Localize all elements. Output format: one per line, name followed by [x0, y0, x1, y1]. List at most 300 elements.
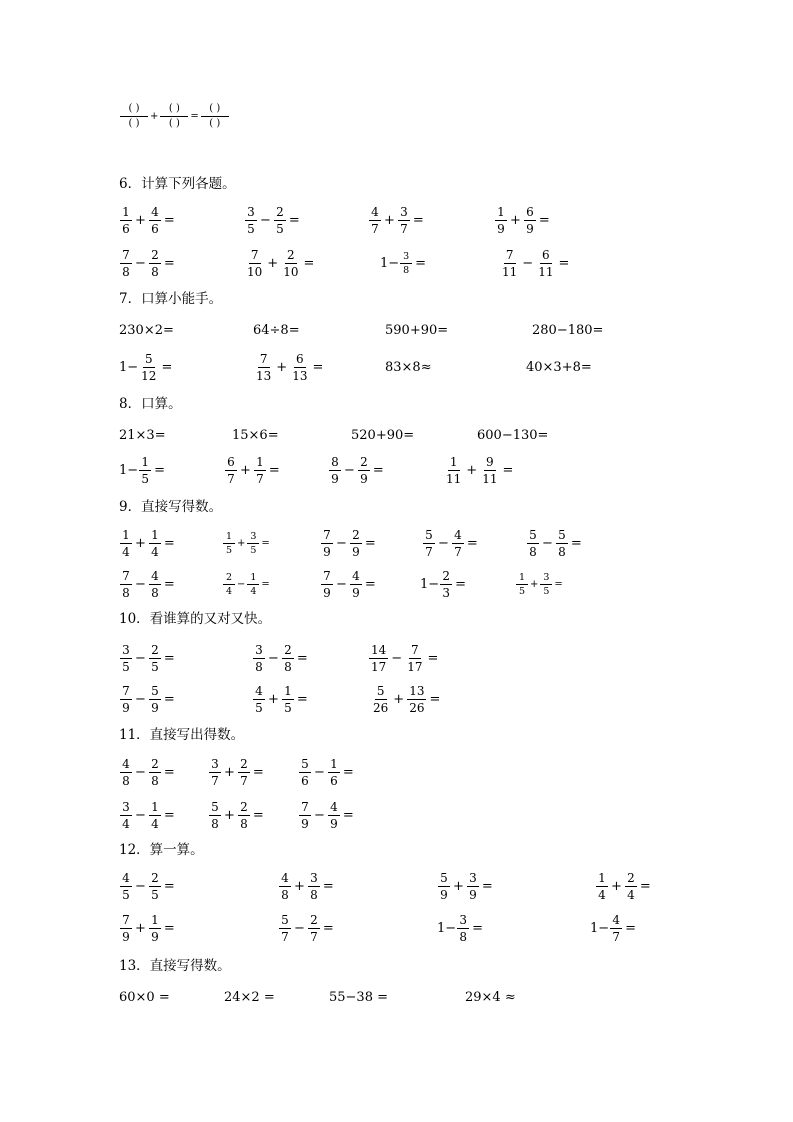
- denominator: 11: [538, 264, 554, 279]
- fraction: [149, 569, 161, 600]
- expression-text: 1−: [420, 576, 440, 592]
- math-problem: [119, 977, 170, 1017]
- fraction: [457, 913, 469, 944]
- operator: =: [163, 878, 175, 894]
- numerator: 3: [247, 531, 259, 544]
- denominator: 6: [122, 221, 130, 236]
- problem-row: [0, 564, 793, 604]
- operator: =: [342, 764, 354, 780]
- operator: −: [135, 807, 146, 823]
- operator: +: [276, 359, 288, 375]
- operator: −: [522, 255, 534, 271]
- fraction: [139, 352, 158, 383]
- numerator: 6: [294, 352, 306, 368]
- denominator: 5: [255, 700, 263, 715]
- numerator: 1: [448, 455, 460, 471]
- fraction: [350, 569, 362, 600]
- equals-sign: =: [190, 110, 199, 122]
- fraction: [423, 528, 435, 559]
- numerator: 1: [282, 684, 294, 700]
- denominator: 8: [151, 585, 159, 600]
- math-problem: [370, 679, 442, 719]
- fraction: [407, 684, 426, 715]
- denominator: 7: [612, 929, 620, 944]
- denominator: 4: [151, 544, 159, 559]
- fraction: [120, 248, 132, 279]
- math-problem: [119, 523, 177, 563]
- numerator: 2: [285, 248, 297, 264]
- math-problem: [119, 347, 174, 387]
- operator: −: [542, 535, 553, 551]
- operator: =: [261, 578, 270, 590]
- plus-sign: +: [150, 110, 159, 122]
- math-problem: [119, 564, 177, 604]
- denominator: 3: [442, 585, 450, 600]
- fraction: [223, 531, 235, 556]
- fraction: [238, 800, 250, 831]
- operator: +: [135, 212, 146, 228]
- operator: =: [502, 462, 514, 478]
- numerator: 7: [409, 643, 421, 659]
- numerator: 2: [358, 455, 370, 471]
- blank-fraction-equation: [119, 96, 230, 136]
- math-problem: [224, 977, 275, 1017]
- blank-fraction: [201, 103, 229, 130]
- denominator: 9: [440, 887, 448, 902]
- expression-text: 230×2=: [119, 322, 174, 338]
- denominator: 5: [122, 887, 130, 902]
- math-problem: [595, 866, 653, 906]
- math-problem: [385, 347, 432, 387]
- fraction: [495, 205, 507, 236]
- operator: =: [163, 807, 175, 823]
- math-problem: [320, 523, 378, 563]
- operator: −: [314, 807, 325, 823]
- denominator: 4: [122, 544, 130, 559]
- operator: +: [135, 535, 146, 551]
- math-problem: [499, 243, 571, 283]
- numerator: 6: [524, 205, 536, 221]
- denominator: 9: [360, 471, 368, 486]
- math-problem: [526, 347, 592, 387]
- operator: +: [240, 462, 251, 478]
- math-problem: [244, 200, 302, 240]
- fraction: [209, 757, 221, 788]
- operator: −: [344, 462, 355, 478]
- denominator: 5: [276, 221, 284, 236]
- numerator: 3: [308, 871, 320, 887]
- operator: =: [154, 462, 166, 478]
- math-problem: [253, 347, 325, 387]
- operator: =: [364, 576, 376, 592]
- fraction: [254, 455, 266, 486]
- numerator: 2: [308, 913, 320, 929]
- operator: =: [570, 535, 582, 551]
- denominator: 11: [482, 471, 498, 486]
- fraction: [282, 643, 294, 674]
- expression-text: 1−: [119, 359, 139, 375]
- denominator: 8: [122, 585, 130, 600]
- math-problem: [494, 200, 552, 240]
- operator: =: [252, 807, 264, 823]
- numerator: 1: [120, 205, 132, 221]
- operator: =: [163, 691, 175, 707]
- math-problem: [420, 564, 468, 604]
- math-problem: [526, 523, 584, 563]
- numerator: 5: [279, 913, 291, 929]
- math-problem: [298, 752, 356, 792]
- numerator: 4: [279, 871, 291, 887]
- operator: =: [554, 578, 563, 590]
- denominator: 8: [284, 659, 292, 674]
- fraction: [290, 352, 309, 383]
- fraction: [371, 684, 390, 715]
- math-problem: [329, 977, 388, 1017]
- denominator: 5: [225, 544, 233, 556]
- math-problem: [119, 795, 177, 835]
- denominator: 7: [400, 221, 408, 236]
- expression-text: 24×2 =: [224, 989, 275, 1005]
- denominator: 5: [151, 887, 159, 902]
- denominator: 5: [543, 585, 550, 597]
- fraction: [329, 455, 341, 486]
- expression-text: 83×8≈: [385, 359, 432, 375]
- fraction: [321, 569, 333, 600]
- denominator: 9: [301, 816, 309, 831]
- expression-text: 1−: [437, 920, 457, 936]
- math-problem: [328, 450, 386, 490]
- operator: =: [163, 764, 175, 780]
- problem-row: [0, 977, 793, 1017]
- fraction: [524, 205, 536, 236]
- denominator: 6: [330, 773, 338, 788]
- fraction: [139, 455, 151, 486]
- operator: =: [161, 359, 173, 375]
- operator: =: [429, 691, 441, 707]
- fraction: [149, 684, 161, 715]
- operator: +: [268, 691, 279, 707]
- denominator: 4: [122, 816, 130, 831]
- expression-text: 280−180=: [532, 322, 604, 338]
- fraction: [245, 205, 257, 236]
- operator: −: [135, 255, 146, 271]
- denominator: 5: [122, 659, 130, 674]
- fraction: [350, 528, 362, 559]
- math-problem: [222, 523, 271, 563]
- numerator: 6: [540, 248, 552, 264]
- denominator: 7: [240, 773, 248, 788]
- fraction: [120, 205, 132, 236]
- numerator: 1: [254, 455, 266, 471]
- denominator: 5: [247, 221, 255, 236]
- numerator: 5: [209, 800, 221, 816]
- operator: =: [342, 807, 354, 823]
- fraction: [149, 528, 161, 559]
- numerator: 4: [369, 205, 381, 221]
- fraction: [253, 643, 265, 674]
- math-problem: [252, 638, 310, 678]
- numerator: 2: [149, 248, 161, 264]
- fraction: [238, 757, 250, 788]
- math-problem: [119, 415, 166, 455]
- denominator: 8: [558, 544, 566, 559]
- numerator: 9: [484, 455, 496, 471]
- denominator: 5: [151, 659, 159, 674]
- numerator: 2: [274, 205, 286, 221]
- math-problem: [232, 415, 279, 455]
- numerator: 3: [253, 643, 265, 659]
- denominator: 13: [256, 368, 272, 383]
- denominator: 7: [371, 221, 379, 236]
- denominator: 4: [151, 816, 159, 831]
- numerator: 3: [457, 913, 469, 929]
- math-problem: [477, 415, 548, 455]
- numerator: 2: [440, 569, 452, 585]
- blank-denominator[interactable]: ( ): [209, 117, 221, 129]
- denominator: 5: [250, 544, 257, 556]
- fraction: [321, 528, 333, 559]
- fraction: [149, 800, 161, 831]
- denominator: 8: [240, 816, 248, 831]
- operator: =: [472, 920, 484, 936]
- operator: +: [393, 691, 405, 707]
- operator: =: [538, 212, 550, 228]
- blank-numerator[interactable]: ( ): [120, 103, 148, 117]
- denominator: 8: [459, 929, 467, 944]
- fraction: [480, 455, 499, 486]
- section-heading: 10．看谁算的又对又快。: [119, 611, 272, 627]
- math-problem: [119, 243, 177, 283]
- numerator: 7: [504, 248, 516, 264]
- operator: =: [296, 691, 308, 707]
- expression-text: 590+90=: [385, 322, 449, 338]
- operator: −: [438, 535, 449, 551]
- fraction: [253, 684, 265, 715]
- expression-text: 600−130=: [477, 427, 549, 443]
- numerator: 4: [120, 871, 132, 887]
- fraction: [308, 913, 320, 944]
- fraction: [536, 248, 555, 279]
- numerator: 3: [120, 643, 132, 659]
- operator: =: [163, 212, 175, 228]
- denominator: 5: [141, 471, 149, 486]
- denominator: 9: [323, 544, 331, 559]
- math-problem: [278, 866, 336, 906]
- numerator: 7: [120, 248, 132, 264]
- math-problem: [208, 795, 266, 835]
- numerator: 4: [350, 569, 362, 585]
- operator: =: [639, 878, 651, 894]
- fraction: [516, 572, 528, 597]
- denominator: 26: [373, 700, 389, 715]
- blank-denominator[interactable]: ( ): [168, 117, 180, 129]
- math-problem: [368, 200, 426, 240]
- fraction: [120, 913, 132, 944]
- fraction: [274, 205, 286, 236]
- numerator: 5: [375, 684, 387, 700]
- numerator: 4: [149, 569, 161, 585]
- fraction: [444, 455, 463, 486]
- fraction: [247, 531, 259, 556]
- denominator: 7: [425, 544, 433, 559]
- expression-text: 55−38 =: [329, 989, 389, 1005]
- numerator: 5: [423, 528, 435, 544]
- blank-denominator[interactable]: ( ): [128, 117, 140, 129]
- denominator: 8: [310, 887, 318, 902]
- numerator: 1: [120, 528, 132, 544]
- problem-row: [0, 752, 793, 792]
- numerator: 3: [120, 800, 132, 816]
- blank-fraction: [160, 103, 188, 130]
- fraction: [527, 528, 539, 559]
- operator: =: [481, 878, 493, 894]
- denominator: 8: [211, 816, 219, 831]
- denominator: 7: [211, 773, 219, 788]
- numerator: 2: [282, 643, 294, 659]
- numerator: 4: [253, 684, 265, 700]
- denominator: 7: [310, 929, 318, 944]
- denominator: 6: [151, 221, 159, 236]
- problem-row: [0, 523, 793, 563]
- operator: +: [466, 462, 478, 478]
- denominator: 8: [529, 544, 537, 559]
- denominator: 8: [122, 264, 130, 279]
- numerator: 1: [139, 455, 151, 471]
- operator: =: [163, 255, 175, 271]
- numerator: 1: [596, 871, 608, 887]
- section-heading: 8．口算。: [119, 396, 182, 412]
- numerator: 5: [438, 871, 450, 887]
- problem-row: [0, 347, 793, 387]
- fraction: [120, 684, 132, 715]
- denominator: 8: [122, 773, 130, 788]
- denominator: 12: [141, 368, 157, 383]
- numerator: 7: [120, 569, 132, 585]
- numerator: 2: [350, 528, 362, 544]
- fraction: [282, 684, 294, 715]
- operator: +: [237, 537, 246, 549]
- operator: =: [455, 576, 467, 592]
- expression-text: 15×6=: [232, 427, 279, 443]
- denominator: 8: [151, 264, 159, 279]
- problem-row: [0, 415, 793, 455]
- numerator: 6: [225, 455, 237, 471]
- math-problem: [515, 564, 564, 604]
- fraction: [279, 871, 291, 902]
- fraction: [625, 871, 637, 902]
- numerator: 13: [409, 683, 425, 698]
- math-problem: [380, 243, 428, 283]
- operator: =: [261, 537, 270, 549]
- expression-text: 64÷8=: [253, 322, 300, 338]
- denominator: 7: [454, 544, 462, 559]
- numerator: 2: [149, 871, 161, 887]
- fraction: [247, 572, 259, 597]
- denominator: 26: [409, 700, 425, 715]
- numerator: 1: [328, 757, 340, 773]
- numerator: 7: [258, 352, 270, 368]
- denominator: 9: [526, 221, 534, 236]
- operator: −: [237, 578, 246, 590]
- denominator: 17: [407, 659, 423, 674]
- numerator: 5: [556, 528, 568, 544]
- expression-text: 21×3=: [119, 427, 166, 443]
- denominator: 4: [225, 585, 233, 597]
- denominator: 5: [518, 585, 526, 597]
- numerator: 4: [149, 205, 161, 221]
- fraction: [120, 800, 132, 831]
- problem-row: [0, 679, 793, 719]
- numerator: 7: [120, 684, 132, 700]
- operator: =: [163, 576, 175, 592]
- operator: =: [163, 920, 175, 936]
- math-problem: [443, 450, 515, 490]
- problem-row: [0, 866, 793, 906]
- numerator: 7: [299, 800, 311, 816]
- expression-text: 1−: [590, 920, 610, 936]
- operator: =: [322, 920, 334, 936]
- numerator: 2: [149, 643, 161, 659]
- denominator: 9: [122, 700, 130, 715]
- math-problem: [119, 908, 177, 948]
- operator: =: [252, 764, 264, 780]
- problem-row: [0, 200, 793, 240]
- expression-text: 1−: [119, 462, 139, 478]
- blank-numerator[interactable]: ( ): [201, 103, 229, 117]
- math-problem: [465, 977, 516, 1017]
- numerator: 5: [527, 528, 539, 544]
- numerator: 3: [467, 871, 479, 887]
- numerator: 1: [516, 572, 528, 585]
- numerator: 3: [245, 205, 257, 221]
- numerator: 1: [495, 205, 507, 221]
- denominator: 9: [151, 700, 159, 715]
- fraction: [438, 871, 450, 902]
- numerator: 8: [329, 455, 341, 471]
- problem-row: [0, 310, 793, 350]
- numerator: 5: [143, 352, 155, 368]
- fraction: [254, 352, 273, 383]
- fraction: [328, 800, 340, 831]
- math-problem: [244, 243, 316, 283]
- denominator: 9: [323, 585, 331, 600]
- math-problem: [119, 752, 177, 792]
- section-heading: 11．直接写出得数。: [119, 727, 245, 743]
- fraction: [120, 757, 132, 788]
- blank-numerator[interactable]: ( ): [160, 103, 188, 117]
- fraction: [369, 205, 381, 236]
- fraction: [540, 572, 552, 597]
- fraction: [440, 569, 452, 600]
- numerator: 1: [149, 913, 161, 929]
- operator: +: [224, 807, 235, 823]
- operator: =: [163, 535, 175, 551]
- fraction: [358, 455, 370, 486]
- fraction: [500, 248, 519, 279]
- denominator: 11: [502, 264, 518, 279]
- operator: +: [530, 578, 539, 590]
- problem-row: [0, 638, 793, 678]
- section-heading: 6．计算下列各题。: [119, 176, 236, 192]
- math-problem: [119, 638, 177, 678]
- fraction: [369, 643, 388, 674]
- fraction: [281, 248, 300, 279]
- fraction: [556, 528, 568, 559]
- denominator: 9: [469, 887, 477, 902]
- operator: =: [322, 878, 334, 894]
- numerator: 1: [149, 800, 161, 816]
- denominator: 8: [281, 887, 289, 902]
